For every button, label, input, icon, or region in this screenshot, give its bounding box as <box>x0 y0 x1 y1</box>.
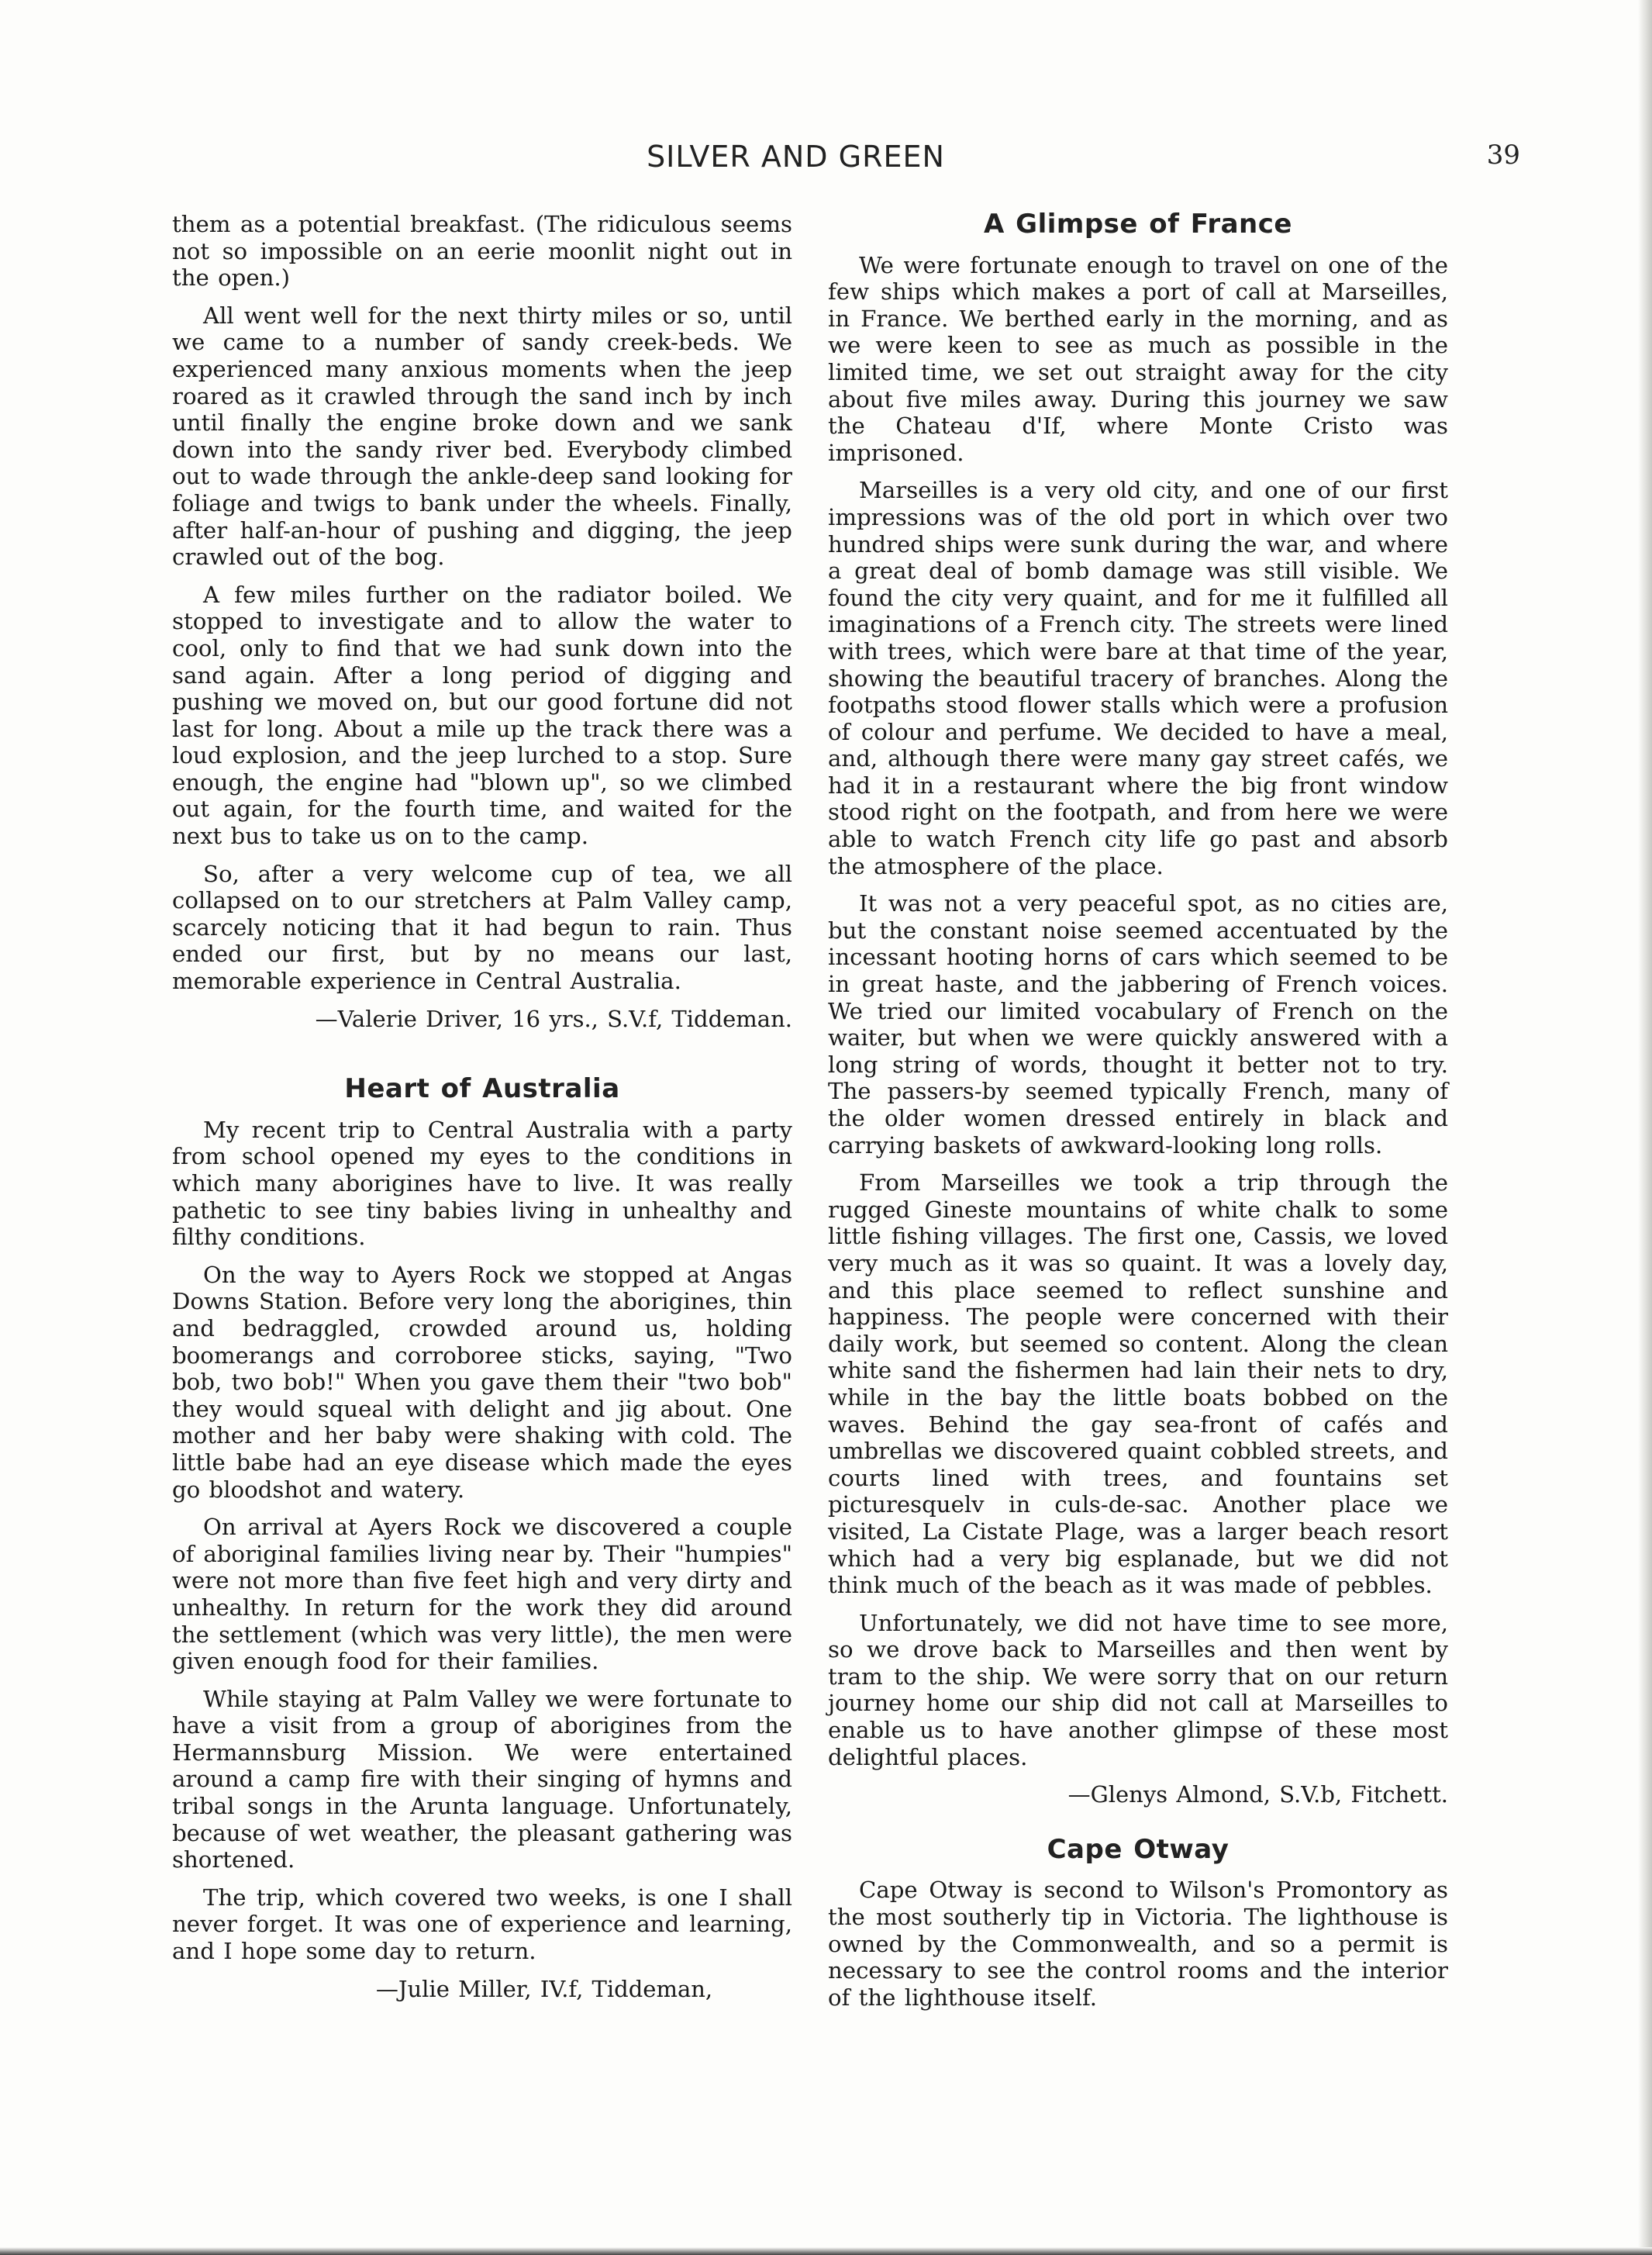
author-signature: —Glenys Almond, S.V.b, Fitchett. <box>1067 1781 1448 1808</box>
spacer <box>172 1032 792 1076</box>
section-heading: A Glimpse of France <box>984 209 1292 240</box>
left-column <box>172 211 792 2002</box>
page-number: 39 <box>1486 140 1520 171</box>
paragraph: From Marseilles we took a trip through the rugged Gineste mountains of white chalk to some little fishing villages. The first one, Cassis, we loved very much as it was so quaint. It was a lovely day, and this place seemed to reflect sunshine and happiness. The people were concerned with their daily work, but seemed so content. Along the clean white sand the fishermen had lain their nets to dry, while in the bay the little boats bobbed on the waves. Behind the gay sea-front of cafés and umbrellas we discovered quaint cobbled streets, and courts lined with trees, and fountains set picturesquelv in culs-de-sac. Another place we visited, La Cistate Plage, was a larger beach resort which had a very big esplanade, but we did not think much of the beach as it was made of pebbles. <box>828 1169 1448 1599</box>
paragraph: We were fortunate enough to travel on one of the few ships which makes a port of call at Marseilles, in France. We berthed early in the morning, and as we were keen to see as much as possible in the limited time, we set out straight away for the city about five miles away. During this journey we saw the Chateau d'If, where Monte Cristo was imprisoned. <box>828 251 1448 466</box>
section-heading: Cape Otway <box>1047 1833 1230 1865</box>
page-header <box>172 140 1520 186</box>
right-column <box>828 211 1448 2022</box>
paragraph: It was not a very peaceful spot, as no cities are, but the constant noise seemed accentuated by the incessant hooting horns of cars which seemed to be in great haste, and the jabbering of French voices. We tried our limited vocabulary of French on the waiter, but when we were quickly answered with a long string of words, thought it better not to try. The passers-by seemed typically French, many of the older women dressed entirely in black and carrying baskets of awkward-looking long rolls. <box>828 890 1448 1159</box>
paragraph: Unfortunately, we did not have time to see more, so we drove back to Marseilles and then went by tram to the ship. We were sorry that on our return journey home our ship did not call at Marseilles to enable us to have another glimpse of these most delightful places. <box>828 1609 1448 1770</box>
paragraph: My recent trip to Central Australia with a party from school opened my eyes to the conditions in which many aborigines have to live. It was really pathetic to see tiny babies living in unhealthy and filthy conditions. <box>172 1116 792 1251</box>
page-bottom-edge <box>0 2247 1652 2255</box>
author-signature: —Valerie Driver, 16 yrs., S.V.f, Tiddeman. <box>315 1005 792 1032</box>
story-cape-otway <box>828 1833 1448 2012</box>
story-palm-valley-continued <box>172 211 792 1032</box>
paragraph: Marseilles is a very old city, and one of our first impressions was of the old port in which over two hundred ships were sunk during the war, and where a great deal of bomb damage was still visible. We found the city very quaint, and for me it fulfilled all imaginations of a French city. The streets were lined with trees, which were bare at that time of the year, showing the beautiful tracery of branches. Along the footpaths stood flower stalls which were a profusion of colour and perfume. We decided to have a meal, and, although there were many gay street cafés, we had it in a restaurant where the big front window stood right on the footpath, and from here we were able to watch French city life go past and absorb the atmosphere of the place. <box>828 477 1448 879</box>
author-signature: —Julie Miller, IV.f, Tiddeman, <box>375 1975 713 2002</box>
paragraph: On arrival at Ayers Rock we discovered a couple of aboriginal families living near by. Their "humpies" were not more than five feet high and very dirty and unhealthy. In return for the work they did around the settlement (which was very little), the men were given enough food for their families. <box>172 1514 792 1675</box>
paragraph: A few miles further on the radiator boiled. We stopped to investigate and to allow the water to cool, only to find that we had sunk down into the sand again. After a long period of digging and pushing we moved on, but our good fortune did not last for long. About a mile up the track there was a loud explosion, and the jeep lurched to a stop. Sure enough, the engine had "blown up", so we climbed out again, for the fourth time, and waited for the next bus to take us on to the camp. <box>172 581 792 850</box>
story-glimpse-of-france <box>828 211 1448 1808</box>
paragraph: While staying at Palm Valley we were fortunate to have a visit from a group of aborigines from the Hermannsburg Mission. We were entertained around a camp fire with their singing of hymns and tribal songs in the Arunta language. Unfortunately, because of wet weather, the pleasant gathering was shortened. <box>172 1685 792 1873</box>
section-heading: Heart of Australia <box>344 1073 620 1105</box>
page-edge-shadow <box>1638 0 1652 2255</box>
running-title: SILVER AND GREEN <box>647 140 945 174</box>
paragraph: On the way to Ayers Rock we stopped at Angas Downs Station. Before very long the aborigines, thin and bedraggled, crowded around us, holding boomerangs and corroboree sticks, saying, "Two bob, two bob!" When you gave them their "two bob" they would squeal with delight and jig about. One mother and her baby were shaking with cold. The little babe had an eye disease which made the eyes go bloodshot and watery. <box>172 1261 792 1503</box>
paragraph: So, after a very welcome cup of tea, we all collapsed on to our stretchers at Palm Valley camp, scarcely noticing that it had begun to rain. Thus ended our first, but by no means our last, memorable experience in Central Australia. <box>172 860 792 995</box>
story-heart-of-australia <box>172 1073 792 2002</box>
spacer <box>828 1808 1448 1836</box>
paragraph: them as a potential breakfast. (The ridiculous seems not so impossible on an eerie moonlit night out in the open.) <box>172 211 792 292</box>
paragraph: All went well for the next thirty miles or so, until we came to a number of sandy creek-beds. We experienced many anxious moments when the jeep roared as it crawled through the sand inch by inch until finally the engine broke down and we sank down into the sandy river bed. Everybody climbed out to wade through the ankle-deep sand looking for foliage and twigs to bank under the wheels. Finally, after half-an-hour of pushing and digging, the jeep crawled out of the bog. <box>172 302 792 571</box>
paragraph: Cape Otway is second to Wilson's Promontory as the most southerly tip in Victoria. The lighthouse is owned by the Commonwealth, and so a permit is necessary to see the control rooms and the interior of the lighthouse itself. <box>828 1877 1448 2011</box>
paragraph: The trip, which covered two weeks, is one I shall never forget. It was one of experience and learning, and I hope some day to return. <box>172 1884 792 1965</box>
